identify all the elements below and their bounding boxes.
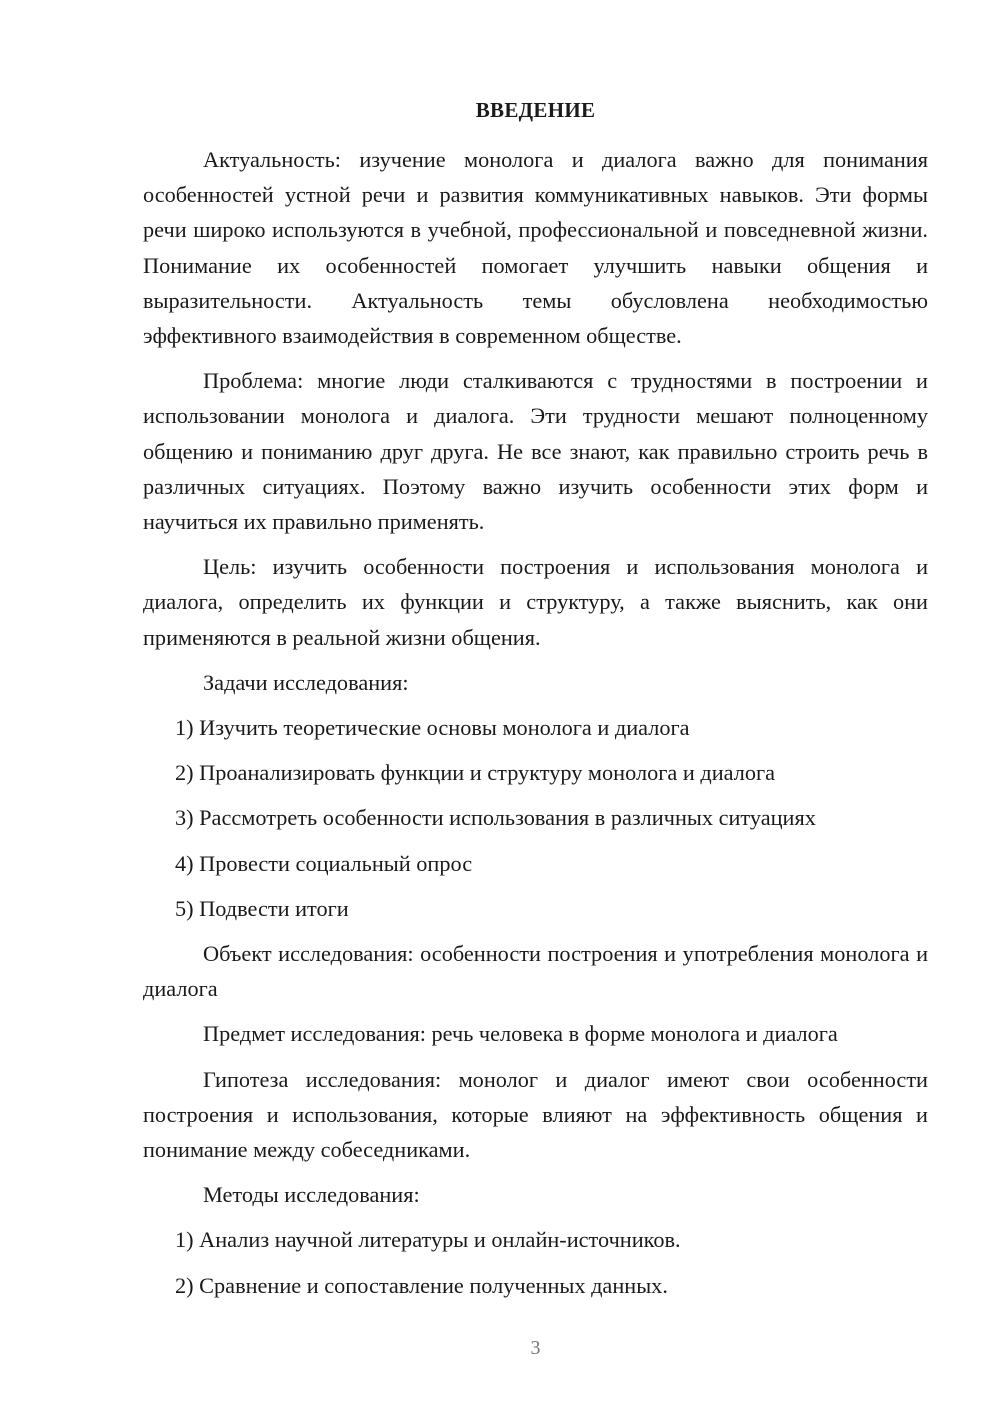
task-item-3: 3) Рассмотреть особенности использования в различных ситуациях [175, 805, 816, 831]
section-title: ВВЕДЕНИЕ [475, 98, 596, 122]
method-item-1: 1) Анализ научной литературы и онлайн-источников. [175, 1227, 681, 1253]
task-item-5: 5) Подвести итоги [175, 895, 349, 921]
subject-paragraph: Предмет исследования: речь человека в форме монолога и диалога [203, 1021, 838, 1047]
goal-paragraph: Цель: изучить особенности построения и использования монолога и диалога, определить их функции и структуру, а также выяснить, как они применяются в реальной жизни общения. [143, 554, 928, 650]
body-text [143, 142, 928, 1303]
tasks-heading: Задачи исследования: [203, 669, 409, 695]
problem-paragraph: Проблема: многие люди сталкиваются с трудностями в построении и использовании монолога и диалога. Эти трудности мешают полноценному общению и пониманию друг друга. Не все знают, как правильно строить речь в различных ситуациях. Поэтому важно изучить особенности этих форм и научиться их правильно применять. [143, 368, 928, 535]
task-item-4: 4) Провести социальный опрос [175, 850, 473, 876]
hypothesis-paragraph: Гипотеза исследования: монолог и диалог имеют свои особенности построения и использования, которые влияют на эффективность общения и понимание между собеседниками. [143, 1066, 928, 1163]
methods-heading: Методы исследования: [203, 1182, 420, 1208]
method-item-2: 2) Сравнение и сопоставление полученных данных. [175, 1272, 668, 1298]
task-item-2: 2) Проанализировать функции и структуру монолога и диалога [175, 760, 776, 786]
task-item-1: 1) Изучить теоретические основы монолога и диалога [175, 715, 690, 741]
relevance-paragraph: Актуальность: изучение монолога и диалога важно для понимания особенностей устной речи и развития коммуникативных навыков. Эти формы речи широко используются в учебной, профессиональной и повседневной жизни. Понимание их особенностей помогает улучшить навыки общения и выразительности. Актуальность темы обусловлена необходимостью эффективного взаимодействия в современном обществе. [143, 147, 928, 349]
object-paragraph: Объект исследования: особенности построения и употребления монолога и диалога [143, 941, 928, 1002]
page-number: 3 [530, 1337, 541, 1359]
